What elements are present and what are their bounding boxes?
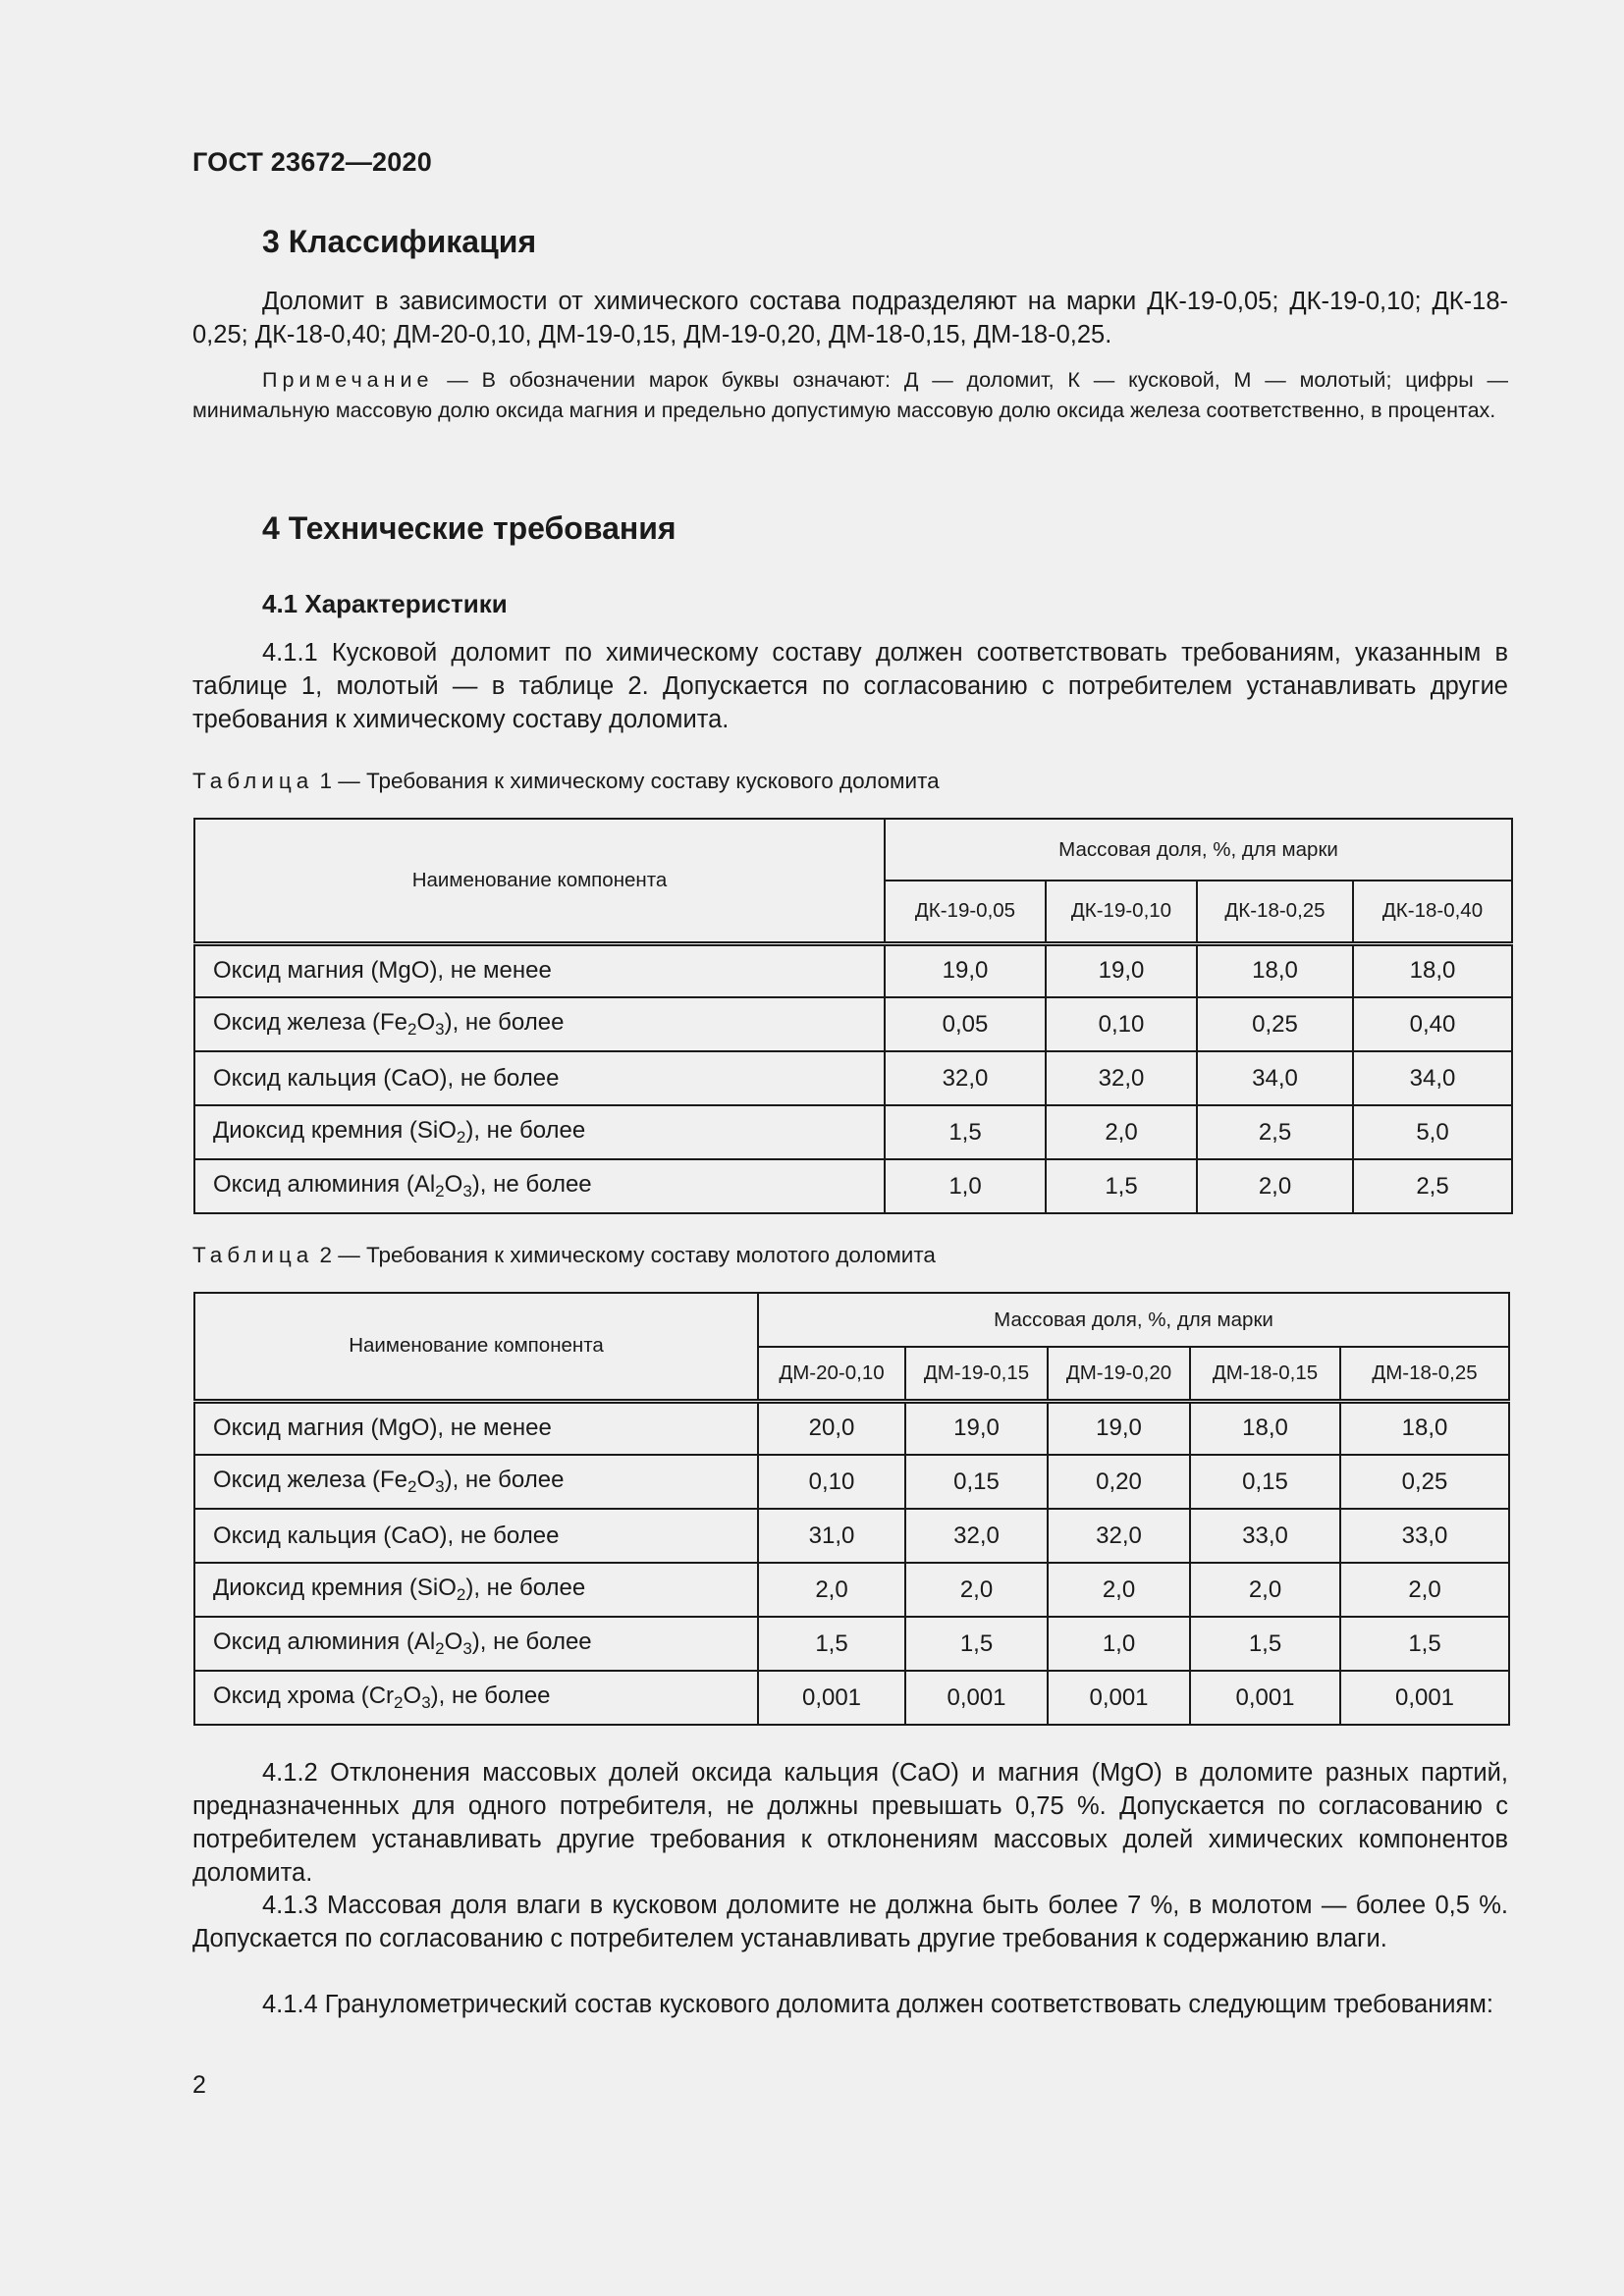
value-cell: 2,5: [1197, 1105, 1353, 1159]
table2-grade-header: ДМ-20-0,10: [758, 1347, 905, 1401]
table-row: [194, 1051, 1512, 1105]
name-text: ), не более: [444, 1467, 565, 1493]
note-label: Примечание: [262, 368, 434, 392]
section-3-paragraph: Доломит в зависимости от химического состава подразделяют на марки ДК-19-0,05; ДК-19-0,10; ДК-18-0,25; ДК-18-0,40; ДМ-20-0,10, ДМ-19-0,15, ДМ-19-0,20, ДМ-18-0,15, ДМ-18-0,25.: [192, 288, 1508, 348]
table1-grade-header: ДК-19-0,05: [885, 881, 1046, 943]
value-cell: 0,001: [905, 1671, 1048, 1725]
value-cell: 32,0: [1046, 1051, 1197, 1105]
table-2-header-group: Массовая доля, %, для марки: [758, 1293, 1509, 1347]
table-row: [194, 1563, 1509, 1617]
subscript: 2: [394, 1693, 404, 1712]
name-text: O: [444, 1629, 463, 1655]
subscript: 2: [456, 1128, 466, 1147]
table2-grade-header: ДМ-18-0,25: [1340, 1347, 1509, 1401]
section-4-title: 4 Технические требования: [262, 510, 677, 546]
table-2-caption-label: Таблица: [192, 1243, 314, 1267]
table-1-caption: [192, 769, 940, 794]
value-cell: 18,0: [1197, 943, 1353, 997]
name-text: O: [403, 1682, 422, 1709]
table-row: [194, 1159, 1512, 1213]
name-text: O: [416, 1467, 436, 1493]
value-cell: 1,0: [1048, 1617, 1190, 1671]
value-cell: 0,001: [758, 1671, 905, 1725]
table1-grade-header: ДК-18-0,40: [1353, 881, 1512, 943]
value-cell: 0,10: [1046, 997, 1197, 1051]
name-text: Оксид железа (Fe: [213, 1467, 407, 1493]
component-name: [194, 1105, 885, 1159]
name-text: Оксид алюминия (Al: [213, 1629, 436, 1655]
value-cell: 2,0: [1340, 1563, 1509, 1617]
value-cell: 18,0: [1340, 1401, 1509, 1455]
subscript: 3: [435, 1477, 445, 1496]
name-text: ), не более: [430, 1682, 551, 1709]
table-row: [194, 1105, 1512, 1159]
subscript: 2: [456, 1585, 466, 1604]
paragraph-4-1-3: 4.1.3 Массовая доля влаги в кусковом доломите не должна быть более 7 %, в молотом — более 0,5 %. Допускается по согласованию с потребителем устанавливать другие требования к содержанию влаги.: [192, 1892, 1508, 1952]
value-cell: 2,0: [1190, 1563, 1340, 1617]
table2-grade-header: ДМ-18-0,15: [1190, 1347, 1340, 1401]
value-cell: 20,0: [758, 1401, 905, 1455]
component-name: [194, 1509, 758, 1563]
subsection-4-1-title: 4.1 Характеристики: [262, 589, 508, 618]
value-cell: 0,25: [1197, 997, 1353, 1051]
value-cell: 0,20: [1048, 1455, 1190, 1509]
name-text: Диоксид кремния (SiO: [213, 1117, 457, 1144]
table-row: [194, 1617, 1509, 1671]
name-text: Оксид железа (Fe: [213, 1009, 407, 1036]
value-cell: 1,5: [1190, 1617, 1340, 1671]
name-text: Оксид хрома (Cr: [213, 1682, 395, 1709]
page-number: 2: [192, 2071, 206, 2099]
name-text: O: [416, 1009, 436, 1036]
component-name: [194, 1563, 758, 1617]
name-text: O: [444, 1171, 463, 1198]
component-name: [194, 943, 885, 997]
value-cell: 0,25: [1340, 1455, 1509, 1509]
subscript: 3: [435, 1020, 445, 1039]
value-cell: 34,0: [1353, 1051, 1512, 1105]
value-cell: 5,0: [1353, 1105, 1512, 1159]
value-cell: 1,5: [1340, 1617, 1509, 1671]
value-cell: 32,0: [905, 1509, 1048, 1563]
paragraph-4-1-2: 4.1.2 Отклонения массовых долей оксида кальция (CaO) и магния (MgO) в доломите разных партий, предназначенных для одного потребителя, не должны превышать 0,75 %. Допускается по согласованию с потребителем устанавливать другие требования к отклонениям массовых долей химических компонентов доломита.: [192, 1759, 1508, 1887]
value-cell: 0,001: [1048, 1671, 1190, 1725]
value-cell: 0,10: [758, 1455, 905, 1509]
value-cell: 34,0: [1197, 1051, 1353, 1105]
value-cell: 2,0: [1048, 1563, 1190, 1617]
value-cell: 1,5: [905, 1617, 1048, 1671]
name-text: Оксид алюминия (Al: [213, 1171, 436, 1198]
table-row: [194, 1455, 1509, 1509]
table1-grade-header: ДК-18-0,25: [1197, 881, 1353, 943]
component-name: [194, 1401, 758, 1455]
value-cell: 2,5: [1353, 1159, 1512, 1213]
table-2-caption: [192, 1243, 936, 1268]
subscript: 2: [435, 1639, 445, 1658]
value-cell: 2,0: [758, 1563, 905, 1617]
value-cell: 31,0: [758, 1509, 905, 1563]
table-1-caption-label: Таблица: [192, 769, 314, 793]
table-row: [194, 943, 1512, 997]
value-cell: 19,0: [885, 943, 1046, 997]
value-cell: 1,5: [885, 1105, 1046, 1159]
table-row: [194, 1401, 1509, 1455]
name-text: ), не более: [465, 1575, 586, 1601]
value-cell: 2,0: [1197, 1159, 1353, 1213]
section-3-note: [192, 365, 1508, 426]
value-cell: 18,0: [1190, 1401, 1340, 1455]
subscript: 3: [462, 1639, 472, 1658]
table-2-caption-text: 2 — Требования к химическому составу молотого доломита: [313, 1243, 936, 1267]
value-cell: 19,0: [1048, 1401, 1190, 1455]
name-text: Оксид кальция (CaO), не более: [213, 1522, 560, 1549]
component-name: [194, 1671, 758, 1725]
value-cell: 2,0: [1046, 1105, 1197, 1159]
table1-grade-header: ДК-19-0,10: [1046, 881, 1197, 943]
name-text: Оксид магния (MgO), не менее: [213, 1415, 552, 1442]
value-cell: 33,0: [1340, 1509, 1509, 1563]
table-row: [194, 997, 1512, 1051]
value-cell: 0,001: [1340, 1671, 1509, 1725]
table-1-caption-text: 1 — Требования к химическому составу кускового доломита: [313, 769, 940, 793]
value-cell: 19,0: [905, 1401, 1048, 1455]
subscript: 3: [462, 1182, 472, 1201]
value-cell: 0,001: [1190, 1671, 1340, 1725]
value-cell: 1,5: [758, 1617, 905, 1671]
table-row: [194, 1671, 1509, 1725]
component-name: [194, 1051, 885, 1105]
name-text: ), не более: [465, 1117, 586, 1144]
value-cell: 32,0: [1048, 1509, 1190, 1563]
paragraph-4-1-4: 4.1.4 Гранулометрический состав кускового доломита должен соответствовать следующим требованиям:: [262, 1991, 1493, 2018]
value-cell: 0,05: [885, 997, 1046, 1051]
table-1-header-name: Наименование компонента: [194, 819, 885, 943]
table2-grade-header: ДМ-19-0,15: [905, 1347, 1048, 1401]
value-cell: 0,40: [1353, 997, 1512, 1051]
value-cell: 0,15: [905, 1455, 1048, 1509]
subscript: 2: [406, 1020, 417, 1039]
component-name: [194, 1455, 758, 1509]
value-cell: 32,0: [885, 1051, 1046, 1105]
value-cell: 33,0: [1190, 1509, 1340, 1563]
table2-grade-header: ДМ-19-0,20: [1048, 1347, 1190, 1401]
document-header: ГОСТ 23672—2020: [192, 147, 432, 177]
value-cell: 1,5: [1046, 1159, 1197, 1213]
table-2-header-name: Наименование компонента: [194, 1293, 758, 1401]
component-name: [194, 1159, 885, 1213]
value-cell: 1,0: [885, 1159, 1046, 1213]
value-cell: 2,0: [905, 1563, 1048, 1617]
value-cell: 19,0: [1046, 943, 1197, 997]
name-text: ), не более: [471, 1171, 592, 1198]
table-2: [193, 1292, 1510, 1726]
paragraph-4-1-1: 4.1.1 Кусковой доломит по химическому составу должен соответствовать требованиям, указанным в таблице 1, молотый — в таблице 2. Допускается по согласованию с потребителем устанавливать другие требования к химическому составу доломита.: [192, 639, 1508, 733]
name-text: Диоксид кремния (SiO: [213, 1575, 457, 1601]
name-text: Оксид кальция (CaO), не более: [213, 1064, 560, 1092]
name-text: ), не более: [444, 1009, 565, 1036]
table-1-header-group: Массовая доля, %, для марки: [885, 819, 1512, 881]
component-name: [194, 997, 885, 1051]
section-3-title: 3 Классификация: [262, 224, 537, 259]
subscript: 3: [421, 1693, 431, 1712]
table-row: [194, 1509, 1509, 1563]
table-1: [193, 818, 1513, 1214]
subscript: 2: [435, 1182, 445, 1201]
name-text: Оксид магния (MgO), не менее: [213, 957, 552, 985]
component-name: [194, 1617, 758, 1671]
note-text: — В обозначении марок буквы означают: Д — доломит, К — кусковой, М — молотый; цифры — минимальную массовую долю оксида магния и предельно допустимую массовую долю оксида железа соответственно, в процентах.: [192, 368, 1508, 422]
subscript: 2: [406, 1477, 417, 1496]
value-cell: 0,15: [1190, 1455, 1340, 1509]
value-cell: 18,0: [1353, 943, 1512, 997]
name-text: ), не более: [471, 1629, 592, 1655]
